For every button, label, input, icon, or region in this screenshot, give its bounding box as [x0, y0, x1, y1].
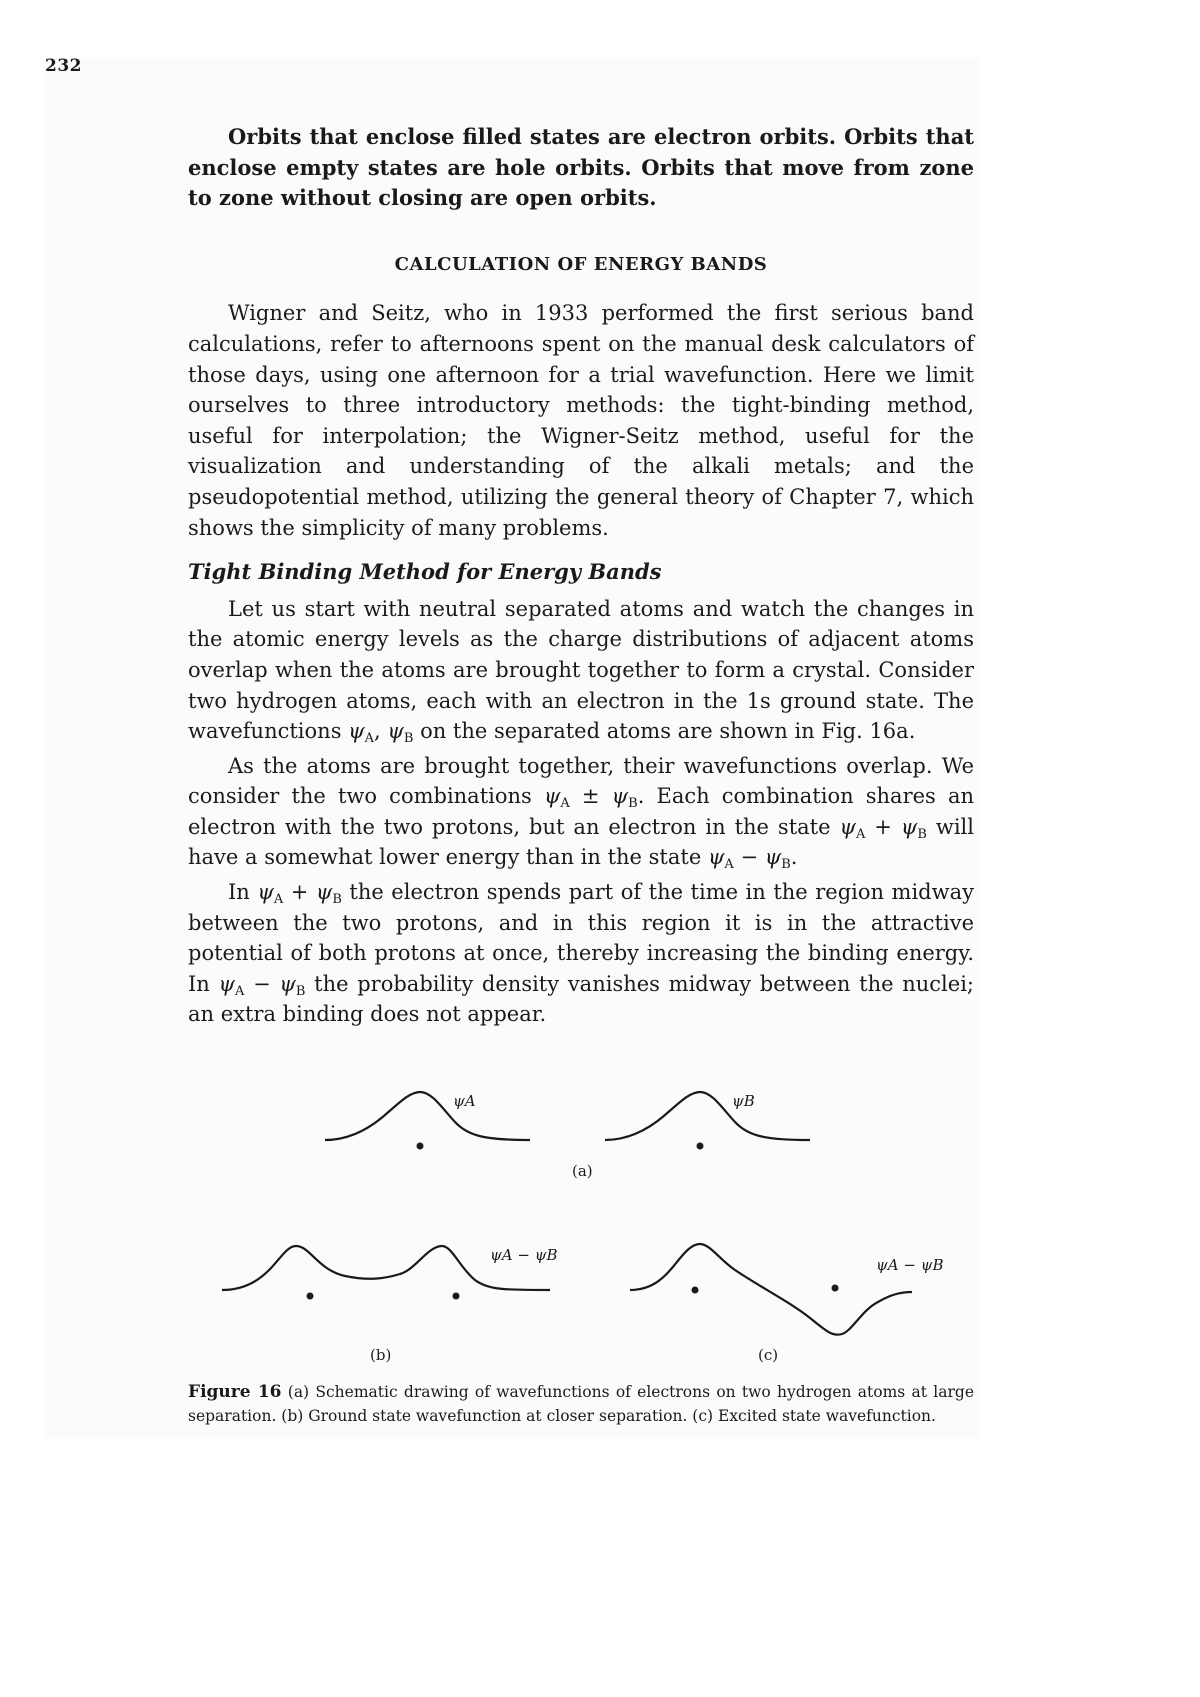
text-column: [188, 122, 974, 1030]
paragraph-2: As the atoms are brought together, their wavefunctions overlap. We consider the two combinations $\psi_A \pm \psi_B$. Each combination shares an electron with the two protons, but an electron in the state $\psi_A + \psi_B$ will have a somewhat lower energy than in the state $\psi_A - \psi_B$.: [188, 753, 975, 873]
label-psi-a: ψA: [453, 1092, 476, 1110]
curve-psi-b: [605, 1092, 810, 1140]
caption-text: (a) Schematic drawing of wavefunctions of electrons on two hydrogen atoms at large separation. (b) Ground state wavefunction at closer separation. (c) Excited state wavefunction.: [188, 1383, 974, 1425]
figure-caption: [188, 1380, 974, 1428]
subsection-heading: Tight Binding Method for Energy Bands: [188, 559, 662, 585]
intro-paragraph: Wigner and Seitz, who in 1933 performed the first serious band calculations, refer to afternoons spent on the manual desk calculators of those days, using one afternoon for a trial wavefunction. Here we limit ourselves to three introductory methods: the tight-binding method, useful for interpolation; the Wigner-Seitz method, useful for the visualization and understanding of the alkali metals; and the pseudopotential method, utilizing the general theory of Chapter 7, which shows the simplicity of many problems.: [188, 301, 974, 540]
nucleus-b1: [307, 1293, 314, 1300]
label-excited-state: ψA − ψB: [876, 1256, 944, 1274]
caption-label: Figure 16: [188, 1382, 282, 1402]
panel-c-label: (c): [758, 1346, 779, 1364]
paragraph-1: Let us start with neutral separated atoms and watch the changes in the atomic energy levels as the charge distributions of adjacent atoms overlap when the atoms are brought together to form a crystal. Consider two hydrogen atoms, each with an electron in the 1s ground state. The wavefunctions $\psi_A$, $\psi_B$ on the separated atoms are shown in Fig. 16a.: [188, 596, 974, 747]
curve-excited-state: [630, 1244, 912, 1335]
nucleus-c1: [692, 1287, 699, 1294]
page-number: 232: [45, 56, 82, 76]
paragraph-3: In $\psi_A + \psi_B$ the electron spends part of the time in the region midway between the two protons, and in this region it is in the attractive potential of both protons at once, thereby increasing the binding energy. In $\psi_A - \psi_B$ the probability density vanishes midway between the nuclei; an extra binding does not appear.: [188, 880, 974, 1027]
label-ground-state: ψA − ψB: [490, 1246, 558, 1264]
panel-a-label: (a): [572, 1162, 593, 1180]
wavefunction-diagram: [210, 1070, 970, 1370]
orbits-statement: Orbits that enclose filled states are electron orbits. Orbits that enclose empty states are hole orbits. Orbits that move from zone to zone without closing are open orbits.: [188, 124, 974, 211]
figure-16: [210, 1070, 970, 1370]
section-heading: CALCULATION OF ENERGY BANDS: [394, 253, 768, 275]
panel-b-label: (b): [370, 1346, 392, 1364]
curve-psi-a: [325, 1092, 530, 1140]
nucleus-b: [697, 1143, 704, 1150]
nucleus-c2: [832, 1285, 839, 1292]
nucleus-a: [417, 1143, 424, 1150]
nucleus-b2: [453, 1293, 460, 1300]
label-psi-b: ψB: [732, 1092, 755, 1110]
